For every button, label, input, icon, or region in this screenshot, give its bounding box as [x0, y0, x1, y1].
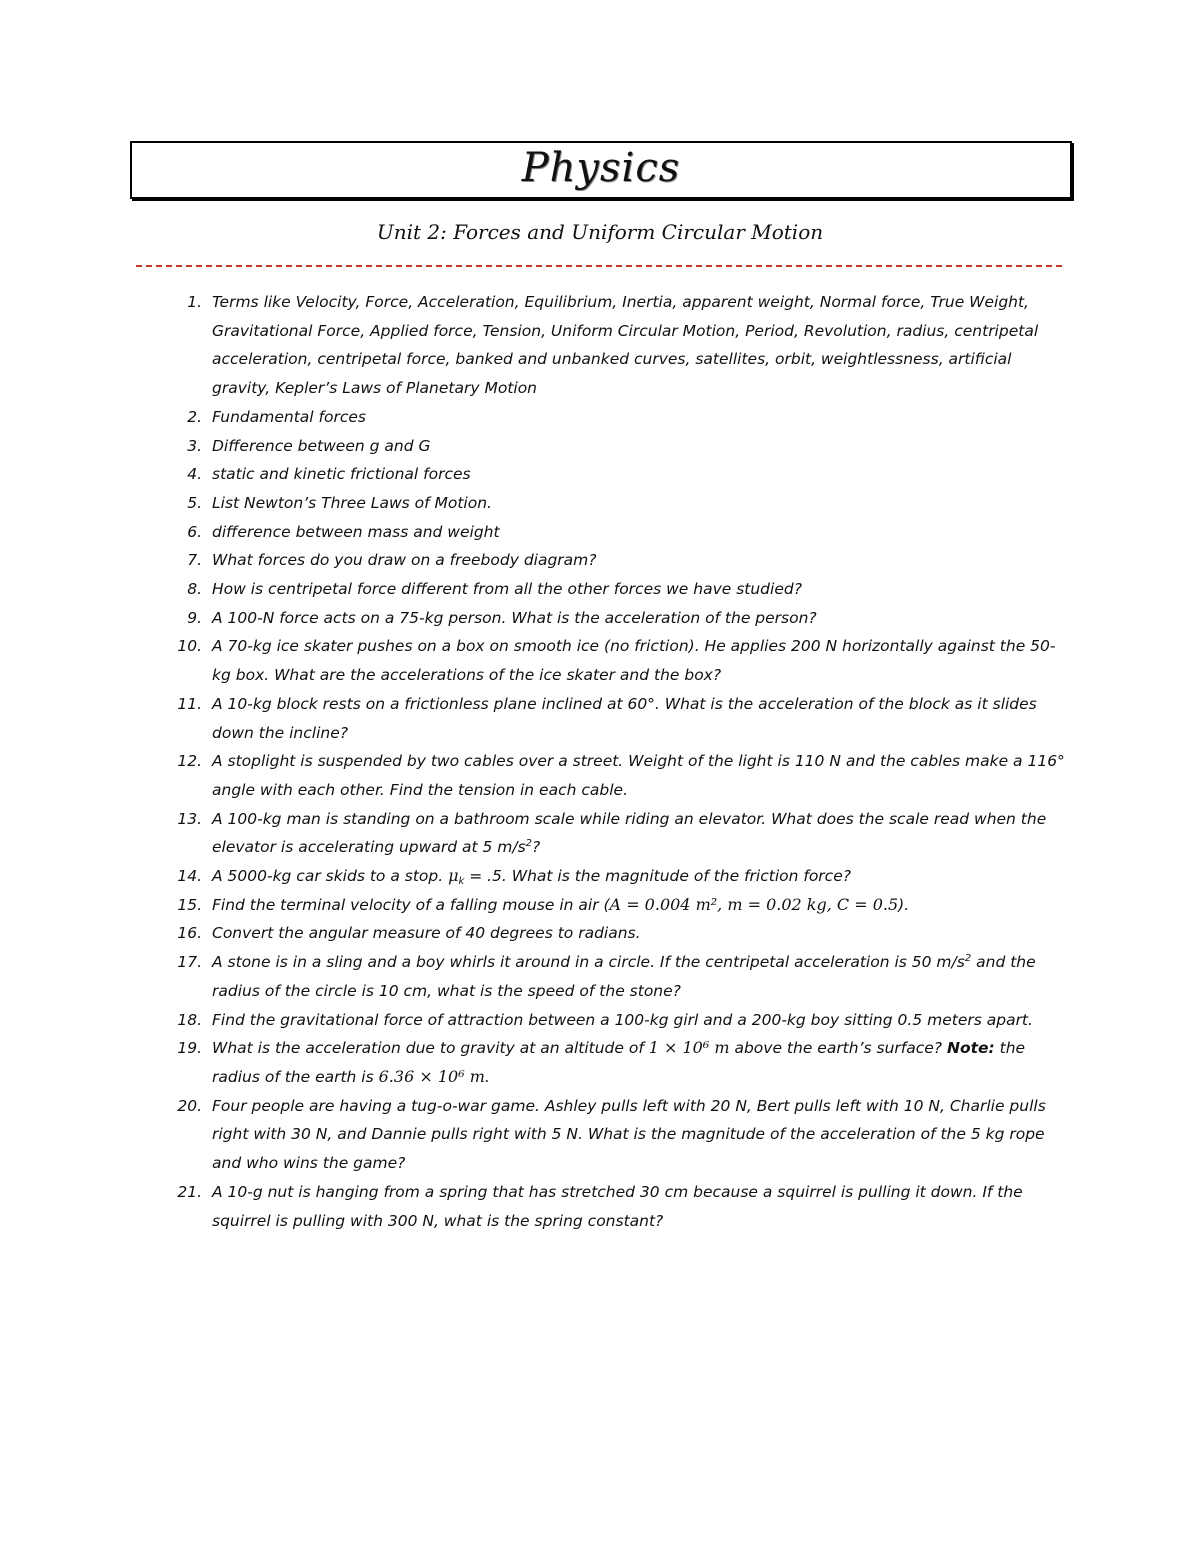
question-number: 8. [187, 580, 202, 599]
question-16 [0, 919, 1072, 948]
question-6 [0, 518, 1072, 547]
question-text: static and kinetic frictional forces [212, 465, 471, 484]
question-text: A stone is in a sling and a boy whirls it around in a circle. If the centripetal acceleration is 50 m/s [212, 953, 965, 972]
question-5 [0, 489, 1072, 518]
question-13 [0, 805, 1072, 862]
question-text-mid: above the earth’s surface? [729, 1039, 947, 1058]
question-text: A stoplight is suspended by two cables over a street. Weight of the light is 110 N and the cables make a 116° angle with each other. Find the tension in each cable. [212, 752, 1065, 799]
question-number: 9. [187, 608, 202, 627]
question-text: Difference between g and G [212, 436, 431, 455]
question-text: A 70-kg ice skater pushes on a box on smooth ice (no friction). He applies 200 N horizontally against the 50-kg box. What are the accelerations of the ice skater and the box? [212, 637, 1056, 685]
question-number: 13. [177, 809, 202, 828]
question-text: List Newton’s Three Laws of Motion. [212, 493, 492, 512]
question-text-end: = .5. What is the magnitude of the friction force? [464, 867, 851, 886]
question-text: Four people are having a tug-o-war game. Ashley pulls left with 20 N, Bert pulls left with 10 N, Charlie pulls right with 30 N, and Dannie pulls right with 5 N. What is the magnitude of the acceleration of the 5 kg rope and who wins the game? [212, 1096, 1046, 1173]
question-14 [0, 862, 1072, 891]
question-text: What is the acceleration due to gravity at an altitude of [212, 1039, 649, 1058]
question-list [0, 288, 1200, 1235]
question-10 [0, 632, 1072, 689]
superscript: 2 [525, 838, 533, 850]
question-3 [0, 432, 1072, 461]
question-number: 21. [177, 1182, 202, 1201]
question-number: 16. [177, 924, 202, 943]
question-number: 7. [187, 551, 202, 570]
superscript: 2 [964, 953, 972, 965]
question-number: 3. [187, 436, 202, 455]
question-number: 15. [177, 895, 202, 914]
question-text: Find the gravitational force of attraction between a 100-kg girl and a 200-kg boy sitting 0.5 meters apart. [212, 1010, 1033, 1029]
unit-subtitle: Unit 2: Forces and Uniform Circular Motion [376, 220, 824, 244]
question-number: 4. [187, 465, 202, 484]
question-19 [0, 1034, 1072, 1091]
question-number: 19. [177, 1039, 202, 1058]
question-text: Find the terminal velocity of a falling mouse in air ( [212, 895, 610, 914]
question-20 [0, 1092, 1072, 1178]
question-number: 18. [177, 1010, 202, 1029]
question-text: difference between mass and weight [212, 522, 500, 541]
question-1 [0, 288, 1072, 403]
question-text-end: . [484, 1067, 490, 1086]
question-21 [0, 1178, 1072, 1235]
question-12 [0, 747, 1072, 804]
note-label: Note: [946, 1039, 995, 1058]
question-text: A 5000-kg car skids to a stop. [212, 867, 449, 886]
question-15 [0, 891, 1072, 920]
question-text: Terms like Velocity, Force, Acceleration, Equilibrium, Inertia, apparent weight, Normal force, True Weight, Gravitational Force, Applied force, Tension, Uniform Circular Motion, Period, Revolution, radius, centripetal acceleration, centripetal force, banked and unbanked curves, satellites, orbit, weightlessness, artificial gravity, Kepler’s Laws of Planetary Motion [212, 293, 1039, 398]
math-expression: 6.36 × 10⁶ m [378, 1066, 485, 1086]
question-2 [0, 403, 1072, 432]
question-text: A 10-g nut is hanging from a spring that has stretched 30 cm because a squirrel is pulling it down. If the squirrel is pulling with 300 N, what is the spring constant? [212, 1182, 1023, 1230]
question-7 [0, 546, 1072, 575]
question-number: 14. [177, 867, 202, 886]
question-text: A 100-kg man is standing on a bathroom scale while riding an elevator. What does the scale read when the elevator is accelerating upward at 5 m/s [212, 809, 1047, 857]
question-number: 2. [187, 407, 202, 426]
question-8 [0, 575, 1072, 604]
math-expression: 1 × 10⁶ m [648, 1038, 730, 1058]
question-text-end: ). [898, 895, 910, 914]
question-text: How is centripetal force different from all the other forces we have studied? [212, 580, 802, 599]
question-text-end: and the radius of the circle is 10 cm, what is the speed of the stone? [212, 953, 1036, 1000]
math-expression: A = 0.004 m², m = 0.02 kg, C = 0.5 [609, 894, 899, 914]
question-text: Fundamental forces [212, 407, 366, 426]
mu-symbol: μ [448, 866, 459, 886]
question-number: 10. [177, 637, 202, 656]
question-number: 20. [177, 1096, 202, 1115]
question-number: 6. [187, 522, 202, 541]
question-number: 1. [187, 293, 202, 311]
note-text: the radius of the earth is [212, 1039, 1026, 1086]
dashed-divider [136, 265, 1062, 267]
question-17 [0, 948, 1072, 1005]
question-4 [0, 460, 1072, 489]
question-18 [0, 1006, 1072, 1035]
page-title: Physics [521, 145, 681, 191]
title-box [130, 141, 1072, 199]
question-number: 17. [177, 953, 202, 972]
subscript: k [458, 876, 465, 888]
question-text: A 10-kg block rests on a frictionless plane inclined at 60°. What is the acceleration of the block as it slides down the incline? [212, 694, 1037, 742]
question-text: What forces do you draw on a freebody diagram? [212, 551, 597, 570]
question-number: 12. [177, 752, 202, 771]
question-text: A 100-N force acts on a 75-kg person. What is the acceleration of the person? [212, 608, 817, 627]
question-9 [0, 604, 1072, 633]
question-text-end: ? [532, 838, 541, 857]
question-number: 5. [187, 493, 202, 512]
question-text: Convert the angular measure of 40 degrees to radians. [212, 924, 641, 943]
question-number: 11. [177, 694, 202, 713]
question-11 [0, 690, 1072, 747]
